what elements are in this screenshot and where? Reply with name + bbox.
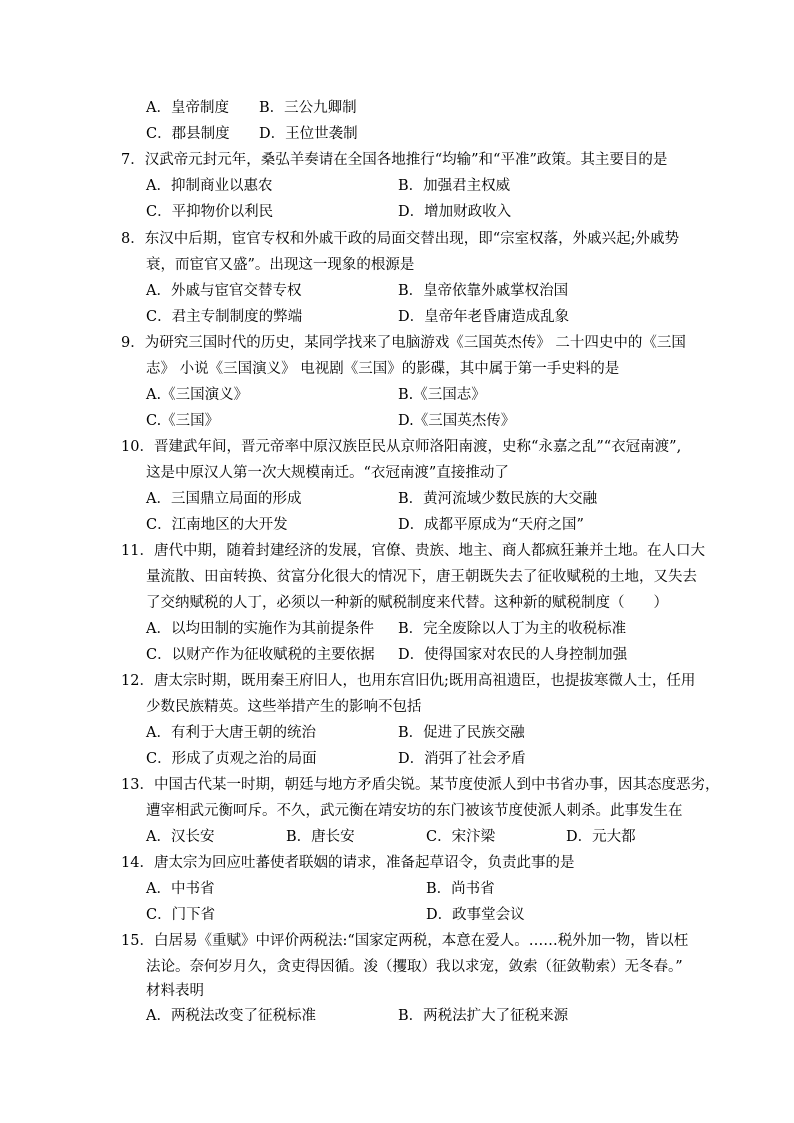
question-13-stem: 13．中国古代某一时期，朝廷与地方矛盾尖锐。某节度使派人到中书省办事，因其态度恶劣， [121,777,720,793]
question-13-stem-cont: 遭宰相武元衡呵斥。不久，武元衡在靖安坊的东门被该节度使派人刺杀。此事发生在 [146,803,683,819]
q13-option-c: C．宋汴梁 [426,829,496,845]
q7-option-d: D．增加财政收入 [398,204,512,220]
q8-option-b: B．皇帝依靠外戚掌权治国 [398,283,569,299]
q13-option-d: D．元大都 [566,829,636,845]
question-11-stem: 11．唐代中期，随着封建经济的发展，官僚、贵族、地主、商人都疯狂兼并土地。在人口大 [121,543,705,559]
q7-option-c: C．平抑物价以利民 [146,204,274,220]
question-12-stem-cont: 少数民族精英。这些举措产生的影响不包括 [146,699,422,715]
q7-option-a: A．抑制商业以惠农 [146,178,273,194]
q11-option-a: A．以均田制的实施作为其前提条件 [146,621,374,637]
q8-option-a: A．外戚与宦官交替专权 [146,283,302,299]
question-8-stem: 8．东汉中后期，宦官专权和外戚干政的局面交替出现，即“宗室权落，外戚兴起;外戚势 [121,231,680,247]
q11-option-b: B．完全废除以人丁为主的收税标准 [398,621,627,637]
question-10-stem: 10．晋建武年间，晋元帝率中原汉族臣民从京师洛阳南渡，史称“永嘉之乱”“衣冠南渡”, [121,439,682,455]
q12-option-c: C．形成了贞观之治的局面 [146,751,317,767]
question-11-stem-cont-1: 量流散、田亩转换、贫富分化很大的情况下，唐王朝既失去了征收赋税的土地，又失去 [146,569,697,585]
q7-option-b: B．加强君主权威 [398,178,511,194]
q14-option-b: B．尚书省 [426,881,495,897]
question-7-stem: 7．汉武帝元封元年，桑弘羊奏请在全国各地推行“均输”和“平准”政策。其主要目的是 [121,152,668,168]
q11-option-c: C．以财产作为征收赋税的主要依据 [146,647,375,663]
q6-option-a: A．皇帝制度 [146,100,229,116]
question-12-stem: 12．唐太宗时期，既用秦王府旧人，也用东宫旧仇;既用高祖遗臣，也提拔寒微人士，任用 [121,673,696,689]
q13-option-b: B．唐长安 [286,829,355,845]
q10-option-d: D．成都平原成为“天府之国” [398,517,584,533]
q11-option-d: D．使得国家对农民的人身控制加强 [398,647,628,663]
q9-option-a: A.《三国演义》 [146,387,249,403]
q9-option-d: D.《三国英杰传》 [398,413,516,429]
q14-option-d: D．政事堂会议 [426,907,525,923]
question-15-stem-cont-2: 材料表明 [146,983,204,999]
q15-option-a: A．两税法改变了征税标准 [146,1008,316,1024]
q8-option-d: D．皇帝年老昏庸造成乱象 [398,309,570,325]
question-8-stem-cont: 衰，而宦官又盛”。出现这一现象的根源是 [146,257,415,273]
q13-option-a: A．汉长安 [146,829,215,845]
q6-option-d: D．王位世袭制 [259,126,358,142]
q6-option-c: C．郡县制度 [146,126,230,142]
q14-option-a: A．中书省 [146,881,215,897]
q12-option-a: A．有利于大唐王朝的统治 [146,725,316,741]
q10-option-c: C．江南地区的大开发 [146,517,288,533]
q15-option-b: B．两税法扩大了征税来源 [398,1008,569,1024]
question-11-stem-cont-2: 了交纳赋税的人丁，必须以一种新的赋税制度来代替。这种新的赋税制度（ ） [146,595,668,611]
q8-option-c: C．君主专制制度的弊端 [146,309,303,325]
question-15-stem: 15．白居易《重赋》中评价两税法:“国家定两税，本意在爱人。……税外加一物，皆以枉 [121,933,689,949]
question-14-stem: 14．唐太宗为回应吐蕃使者联姻的请求，准备起草诏令，负责此事的是 [121,855,575,871]
q14-option-c: C．门下省 [146,907,216,923]
question-10-stem-cont: 这是中原汉人第一次大规模南迁。“衣冠南渡”直接推动了 [146,465,509,481]
q9-option-c: C.《三国》 [146,413,220,429]
question-9-stem-cont: 志》 小说《三国演义》 电视剧《三国》的影碟，其中属于第一手史料的是 [146,361,620,377]
q12-option-d: D．消弭了社会矛盾 [398,751,526,767]
q9-option-b: B.《三国志》 [398,387,486,403]
question-15-stem-cont-1: 法论。奈何岁月久，贪吏得因循。浚（攫取）我以求宠，敛索（征敛勒索）无冬春。” [146,959,683,975]
question-9-stem: 9．为研究三国时代的历史，某同学找来了电脑游戏《三国英杰传》 二十四史中的《三国 [121,335,686,351]
q6-option-b: B．三公九卿制 [259,100,357,116]
q10-option-a: A．三国鼎立局面的形成 [146,491,302,507]
q12-option-b: B．促进了民族交融 [398,725,525,741]
q10-option-b: B．黄河流域少数民族的大交融 [398,491,598,507]
